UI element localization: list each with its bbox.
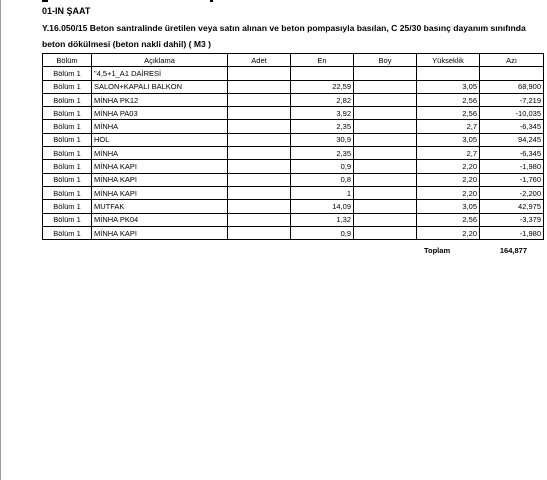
table-row [43,67,544,80]
cell-yukseklik: 2,20 [417,160,480,173]
cell-yukseklik: 2,20 [417,186,480,199]
cell-en: 2,35 [291,147,354,160]
cell-adet [228,147,291,160]
cell-boy [354,120,417,133]
column-header-adet: Adet [228,54,291,67]
page-top-mark-2 [210,0,213,2]
cell-aciklama: MİNHA [92,120,228,133]
cell-boy [354,200,417,213]
column-header-aciklama: Açıklama [92,54,228,67]
cell-en: 30,9 [291,133,354,146]
column-header-bolum: Bölüm [43,54,92,67]
section-title: 01-IN ŞAAT [42,6,91,16]
cell-adet [228,107,291,120]
cell-en: 14,09 [291,200,354,213]
cell-boy [354,226,417,239]
table-row [43,147,544,160]
page-top-mark [42,0,48,2]
cell-en: 0,9 [291,226,354,239]
cell-adet [228,80,291,93]
cell-bolum: Bölüm 1 [43,186,92,199]
cell-aciklama: MİNHA PA03 [92,107,228,120]
cell-yukseklik: 2,7 [417,120,480,133]
cell-azi: -10,035 [480,107,544,120]
cell-yukseklik: 2,56 [417,107,480,120]
cell-en: 0,8 [291,173,354,186]
cell-yukseklik: 2,56 [417,213,480,226]
cell-aciklama: MİNHA KAPI [92,173,228,186]
cell-adet [228,120,291,133]
cell-en: 1 [291,186,354,199]
cell-adet [228,133,291,146]
cell-yukseklik: 3,05 [417,80,480,93]
cell-en: 2,35 [291,120,354,133]
total-value: 164,877 [499,246,527,255]
table-row [43,213,544,226]
cell-aciklama: MUTFAK [92,200,228,213]
item-description: Y.16.050/15 Beton santralinde üretilen veya satın alınan ve beton pompasıyla basılan, C 25/30 basınç dayanım sınıfında beton dökülmesi (beton nakli dahil) ( M3 ) [42,23,526,49]
cell-azi: -6,345 [480,120,544,133]
table-row [43,160,544,173]
cell-adet [228,186,291,199]
cell-boy [354,133,417,146]
cell-bolum: Bölüm 1 [43,147,92,160]
column-header-yukseklik: Yükseklik [417,54,480,67]
cell-boy [354,107,417,120]
cell-en: 3,92 [291,107,354,120]
cell-azi: -1,980 [480,160,544,173]
column-header-en: En [291,54,354,67]
cell-azi: -1,980 [480,226,544,239]
cell-azi: -1,760 [480,173,544,186]
table-row [43,93,544,106]
table-row [43,120,544,133]
cell-aciklama: SALON+KAPALI BALKON [92,80,228,93]
cell-boy [354,67,417,80]
cell-azi: -7,219 [480,93,544,106]
cell-azi: -2,200 [480,186,544,199]
cell-boy [354,213,417,226]
cell-en: 2,82 [291,93,354,106]
table-row [43,173,544,186]
cell-azi [480,67,544,80]
cell-bolum: Bölüm 1 [43,133,92,146]
cell-aciklama: MİNHA KAPI [92,160,228,173]
cell-yukseklik: 3,05 [417,133,480,146]
cell-yukseklik: 2,20 [417,173,480,186]
cell-adet [228,67,291,80]
cell-bolum: Bölüm 1 [43,173,92,186]
cell-adet [228,160,291,173]
cell-aciklama: "4,5+1_A1 DAİRESİ [92,67,228,80]
cell-aciklama: MİNHA [92,147,228,160]
cell-azi: -3,379 [480,213,544,226]
cell-azi: -6,345 [480,147,544,160]
cell-en: 0,9 [291,160,354,173]
table-header-row [43,54,544,67]
cell-aciklama: MİNHA KAPI [92,186,228,199]
cell-boy [354,186,417,199]
cell-adet [228,226,291,239]
cell-boy [354,173,417,186]
cell-aciklama: HOL [92,133,228,146]
cell-bolum: Bölüm 1 [43,93,92,106]
cell-azi: 42,975 [480,200,544,213]
quantity-table [42,53,544,240]
cell-bolum: Bölüm 1 [43,67,92,80]
cell-adet [228,213,291,226]
cell-boy [354,93,417,106]
cell-bolum: Bölüm 1 [43,120,92,133]
cell-yukseklik: 2,56 [417,93,480,106]
cell-bolum: Bölüm 1 [43,80,92,93]
cell-bolum: Bölüm 1 [43,226,92,239]
cell-bolum: Bölüm 1 [43,160,92,173]
cell-yukseklik [417,67,480,80]
cell-en: 22,59 [291,80,354,93]
cell-yukseklik: 2,7 [417,147,480,160]
cell-azi: 94,245 [480,133,544,146]
cell-adet [228,173,291,186]
table-row [43,133,544,146]
cell-bolum: Bölüm 1 [43,200,92,213]
cell-adet [228,93,291,106]
cell-aciklama: MİNHA PK04 [92,213,228,226]
total-label: Toplam [424,246,451,255]
cell-boy [354,80,417,93]
table-row [43,200,544,213]
cell-adet [228,200,291,213]
page-edge-line [0,0,1,480]
cell-yukseklik: 3,05 [417,200,480,213]
cell-en [291,67,354,80]
table-row [43,80,544,93]
cell-en: 1,32 [291,213,354,226]
cell-aciklama: MİNHA PK12 [92,93,228,106]
cell-azi: 68,900 [480,80,544,93]
cell-yukseklik: 2,20 [417,226,480,239]
cell-aciklama: MİNHA KAPI [92,226,228,239]
cell-boy [354,147,417,160]
cell-boy [354,160,417,173]
table-body [43,67,544,240]
table-row [43,186,544,199]
table-row [43,226,544,239]
column-header-boy: Boy [354,54,417,67]
table-row [43,107,544,120]
cell-bolum: Bölüm 1 [43,107,92,120]
column-header-azi: Azı [480,54,544,67]
cell-bolum: Bölüm 1 [43,213,92,226]
